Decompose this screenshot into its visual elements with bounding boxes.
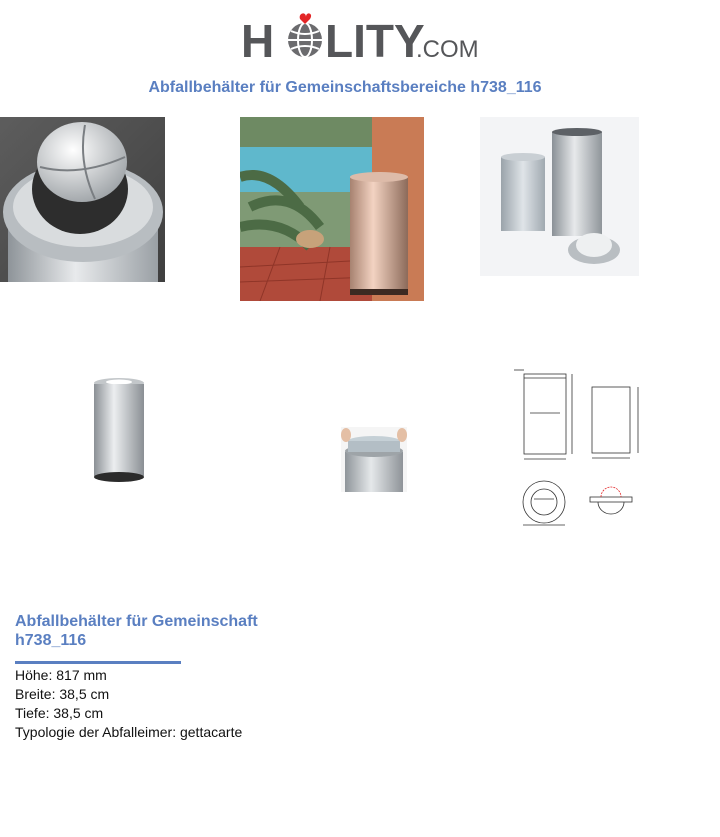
technical-drawing xyxy=(510,366,650,530)
bin-parts-icon xyxy=(480,117,639,276)
drawing-icon xyxy=(510,366,650,530)
holity-logo xyxy=(241,10,481,70)
bin-lid-icon xyxy=(0,117,165,282)
logo-dotcom: .COM xyxy=(416,36,479,63)
product-title-line2: h738_116 xyxy=(15,632,87,649)
bin-outdoor-icon xyxy=(240,117,424,301)
spec-depth: Tiefe: 38,5 cm xyxy=(15,705,104,721)
bin-parts-photo xyxy=(480,117,639,276)
title-underline xyxy=(15,661,181,664)
page-subtitle: Abfallbehälter für Gemeinschaftsbereiche h738_116 xyxy=(148,79,542,96)
bin-liner-icon xyxy=(341,427,407,492)
product-title-line1: Abfallbehälter für Gemeinschaft xyxy=(15,613,258,630)
logo-letters-lity: LITY xyxy=(325,15,425,67)
logo-letter-h: H xyxy=(241,15,275,67)
spec-type: Typologie der Abfalleimer: gettacarte xyxy=(15,724,243,740)
bin-icon xyxy=(92,374,146,484)
bin-hands-photo xyxy=(341,427,407,492)
bin-product-photo xyxy=(92,374,146,484)
spec-width: Breite: 38,5 cm xyxy=(15,686,110,702)
spec-height: Höhe: 817 mm xyxy=(15,667,107,683)
product-title xyxy=(15,612,258,650)
lid-closeup-photo xyxy=(0,117,165,282)
globe-icon xyxy=(288,13,322,57)
poolside-photo xyxy=(240,117,424,301)
